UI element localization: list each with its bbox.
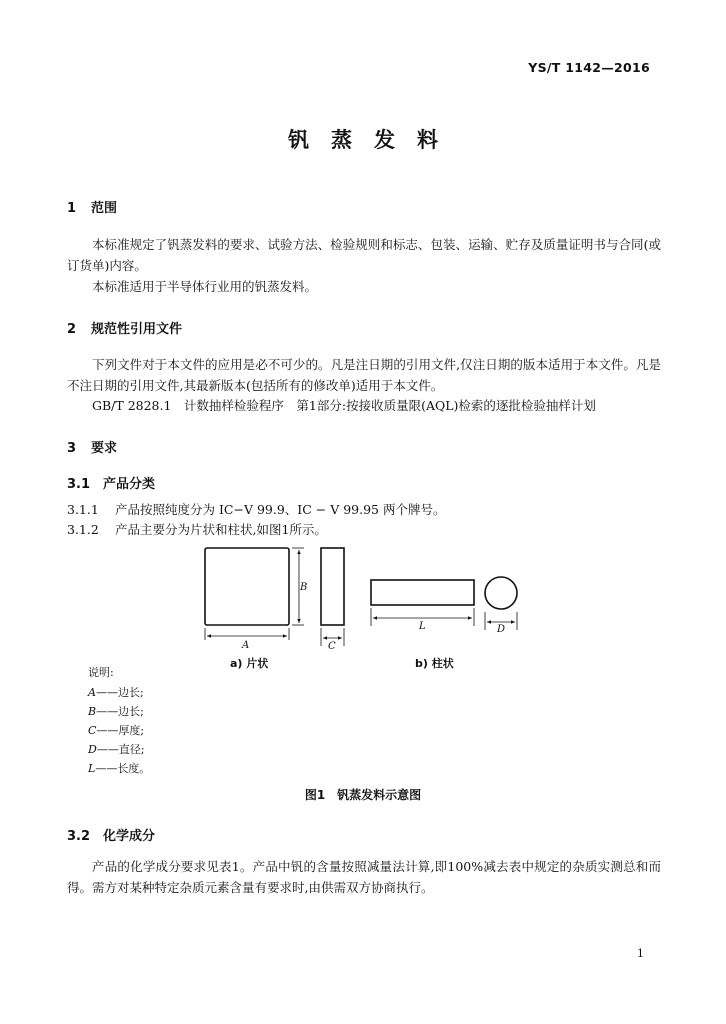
section-1-heading [67,197,117,216]
legend-symbol: A [88,686,96,699]
legend-symbol: C [88,724,97,737]
legend-symbol: B [88,705,97,718]
dimension-d-label: D [497,624,506,635]
standard-code: YS/T 1142—2016 [528,60,650,75]
legend-text: ——厚度; [96,724,145,737]
dimension-l-label: L [419,621,426,632]
legend-item [88,722,144,738]
clause-text: 产品主要分为片状和柱状,如图1所示。 [115,522,327,537]
page-number: 1 [637,947,644,960]
section-number: 3.1 [67,477,91,492]
section-number: 2 [67,322,77,337]
plate-shape [205,548,289,625]
legend-text: ——长度。 [95,762,151,775]
figure-1-drawing [190,540,530,655]
sublabel-plate: a) 片状 [230,657,269,670]
legend-text: ——边长; [96,705,144,718]
legend-item [88,741,145,757]
section-title: 范围 [91,201,118,216]
dimension-a-label: A [242,640,250,651]
dimension-c-label: C [328,641,336,652]
figure-caption: 图1 钒蒸发料示意图 [304,788,422,802]
legend-text: ——直径; [96,743,145,756]
section-number: 3 [67,441,77,456]
legend-symbol: D [88,743,97,756]
section-2-heading [67,318,182,337]
legend-item [88,684,144,700]
clause-3-1-1 [67,500,445,518]
legend-title: 说明: [88,666,114,679]
section-title: 产品分类 [103,477,156,492]
section-3-2-heading [67,825,155,844]
legend-item [88,760,150,776]
section-number: 1 [67,201,77,216]
document-title: 钒蒸发料 [288,128,460,152]
clause-number: 3.1.2 [67,522,99,537]
legend-text: ——边长; [95,686,144,699]
section-title: 化学成分 [103,829,156,844]
section-number: 3.2 [67,829,91,844]
legend-symbol: L [88,762,96,775]
clause-number: 3.1.1 [67,502,99,517]
normative-reference: GB/T 2828.1 计数抽样检验程序 第1部分:按接收质量限(AQL)检索的逐批检验抽样计划 [92,398,596,413]
section-3-1-heading [67,473,155,492]
legend-item [88,703,144,719]
section-title: 要求 [91,441,118,456]
clause-text: 产品按照纯度分为 IC−V 99.9、IC − V 99.95 两个牌号。 [115,502,446,517]
section-2-paragraph: 下列文件对于本文件的应用是必不可少的。凡是注日期的引用文件,仅注日期的版本适用于本文件。凡是不注日期的引用文件,其最新版本(包括所有的修改单)适用于本文件。 [67,357,661,393]
dimension-b-label: B [300,582,308,593]
section-3-heading [67,437,117,456]
section-1-paragraph-2: 本标准适用于半导体行业用的钒蒸发料。 [92,279,318,294]
rod-shape [371,580,474,605]
sublabel-rod: b) 柱状 [415,657,454,670]
section-1-paragraph-1: 本标准规定了钒蒸发料的要求、试验方法、检验规则和标志、包装、运输、贮存及质量证明书与合同(或订货单)内容。 [67,237,661,273]
clause-3-1-2 [67,520,327,538]
plate-side-shape [321,548,344,625]
section-title: 规范性引用文件 [91,322,183,337]
section-3-2-paragraph: 产品的化学成分要求见表1。产品中钒的含量按照减量法计算,即100%减去表中规定的杂质实测总和而得。需方对某种特定杂质元素含量有要求时,由供需双方协商执行。 [67,859,661,895]
rod-end-circle [485,577,517,609]
